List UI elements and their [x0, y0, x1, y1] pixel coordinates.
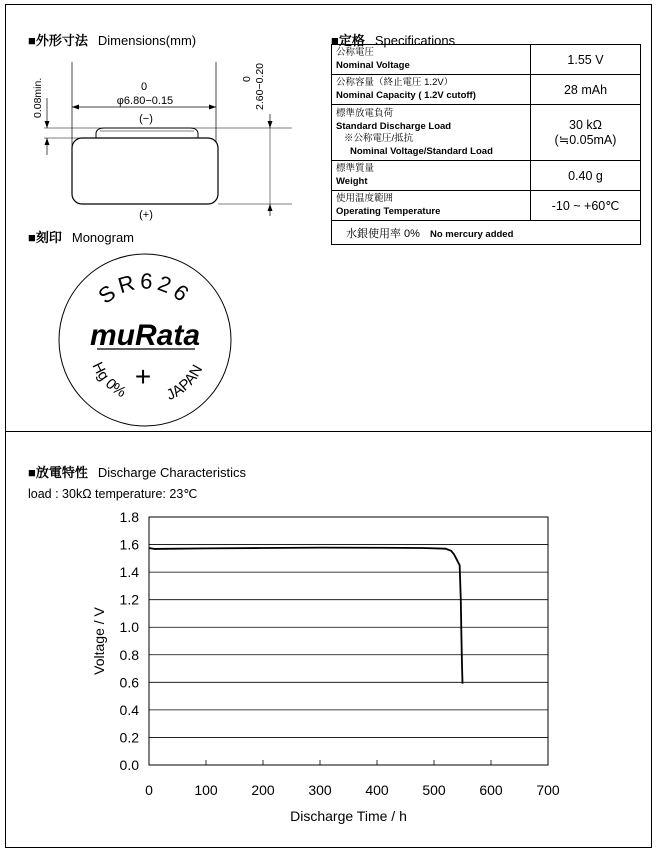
spec-item-jp: 標準放電負荷 — [336, 107, 394, 119]
y-tick-label: 0.2 — [119, 729, 139, 746]
spec-item-jp: 公称電圧 — [336, 47, 375, 58]
spec-item-en: Operating Temperature — [336, 206, 441, 217]
square-bullet-icon: ■ — [28, 465, 36, 480]
y-tick-label: 1.6 — [119, 536, 139, 553]
spec-value: -10 ~ +60℃ — [531, 191, 641, 221]
spec-item-en: Nominal Capacity ( 1.2V cutoff) — [336, 90, 476, 101]
y-tick-label: 1.2 — [119, 591, 139, 608]
dimension-drawing — [0, 0, 330, 230]
y-tick-label: 0.8 — [119, 646, 139, 663]
spec-item — [332, 191, 531, 221]
spec-item — [332, 161, 531, 191]
table-row — [332, 105, 641, 161]
x-axis-label: Discharge Time / h — [290, 808, 407, 824]
dimensions-heading-en: Dimensions(mm) — [97, 33, 197, 48]
y-axis-label: Voltage / V — [91, 607, 107, 675]
spec-value: 28 mAh — [531, 75, 641, 105]
spec-item-jp: 標準質量 — [336, 163, 375, 174]
specifications-heading-en: Specifications — [374, 33, 456, 48]
spec-item-jp: 使用温度範囲 — [336, 193, 394, 204]
monogram-heading — [28, 227, 134, 246]
spec-value-note: (≒0.05mA) — [554, 133, 617, 147]
table-row — [332, 221, 641, 245]
height-value: 2.60 — [254, 89, 266, 110]
x-tick-label: 300 — [308, 782, 332, 798]
spec-item — [332, 45, 531, 75]
y-tick-label: 0.0 — [119, 757, 139, 773]
plus-engraving: + — [134, 361, 152, 392]
spec-item — [332, 75, 531, 105]
murata-logo: muRata — [89, 319, 201, 352]
table-row — [332, 45, 641, 75]
discharge-chart — [0, 500, 662, 840]
x-tick-label: 100 — [194, 782, 218, 798]
x-tick-label: 0 — [145, 782, 153, 798]
table-row — [332, 191, 641, 221]
y-tick-label: 1.0 — [119, 619, 139, 636]
negative-terminal-label: (−) — [139, 113, 153, 125]
chart-grid — [149, 517, 548, 765]
spec-item-jp: 公称容量（終止電圧 1.2V） — [336, 77, 454, 88]
plot-frame — [149, 517, 548, 765]
min-gap-label: 0.08min. — [32, 77, 44, 118]
square-bullet-icon: ■ — [28, 33, 36, 48]
chart-ticks — [120, 509, 560, 798]
y-tick-label: 0.6 — [119, 674, 139, 691]
square-bullet-icon: ■ — [331, 33, 339, 48]
height-label — [254, 63, 266, 110]
test-conditions: load : 30kΩ temperature: 23℃ — [28, 487, 198, 501]
monogram-coin — [55, 250, 235, 430]
diameter-label — [117, 95, 173, 107]
discharge-heading-en: Discharge Characteristics — [97, 465, 246, 480]
diameter-tol-upper: 0 — [140, 81, 148, 93]
height-tol-upper: 0 — [241, 76, 253, 82]
monogram-heading-en: Monogram — [71, 230, 135, 245]
spec-item-en: Weight — [336, 176, 368, 187]
discharge-curve — [149, 548, 463, 684]
spec-item-en: Nominal Voltage — [336, 60, 410, 71]
spec-item-jp-note: ※公称電圧/抵抗 — [344, 132, 414, 144]
mercury-engraving: Hg 0% — [88, 359, 129, 402]
spec-value-cell — [531, 105, 641, 161]
discharge-heading-jp: 放電特性 — [35, 465, 88, 480]
mercury-jp: 水銀使用率 0% — [346, 227, 420, 240]
specifications-table — [331, 44, 641, 245]
x-tick-label: 700 — [536, 782, 560, 798]
mercury-cell — [332, 221, 641, 245]
diameter-tol-lower: −0.15 — [145, 95, 174, 107]
table-row — [332, 75, 641, 105]
y-tick-label: 1.4 — [119, 564, 139, 581]
x-tick-label: 200 — [251, 782, 275, 798]
positive-terminal-label: (+) — [139, 209, 153, 221]
x-tick-label: 400 — [365, 782, 389, 798]
table-row — [332, 161, 641, 191]
discharge-heading — [28, 462, 246, 481]
spec-item — [332, 105, 531, 161]
spec-value: 30 kΩ — [569, 118, 602, 132]
height-tol-lower: −0.20 — [254, 62, 266, 90]
dimensions-heading-jp: 外形寸法 — [35, 33, 88, 48]
section-divider — [5, 431, 652, 432]
model-engraving: SR626 — [93, 268, 197, 309]
x-tick-label: 600 — [479, 782, 503, 798]
square-bullet-icon: ■ — [28, 230, 36, 245]
monogram-heading-jp: 刻印 — [35, 230, 62, 245]
y-tick-label: 1.8 — [119, 509, 139, 525]
mercury-en: No mercury added — [429, 228, 514, 240]
country-engraving: JAPAN — [163, 362, 207, 404]
spec-value: 0.40 g — [531, 161, 641, 191]
spec-item-en-note: Nominal Voltage/Standard Load — [350, 145, 493, 157]
spec-value: 1.55 V — [531, 45, 641, 75]
spec-item-en: Standard Discharge Load — [336, 120, 452, 132]
y-tick-label: 0.4 — [119, 701, 139, 718]
x-tick-label: 500 — [422, 782, 446, 798]
diameter-value: φ6.80 — [116, 95, 146, 107]
specifications-heading-jp: 定格 — [338, 33, 365, 48]
